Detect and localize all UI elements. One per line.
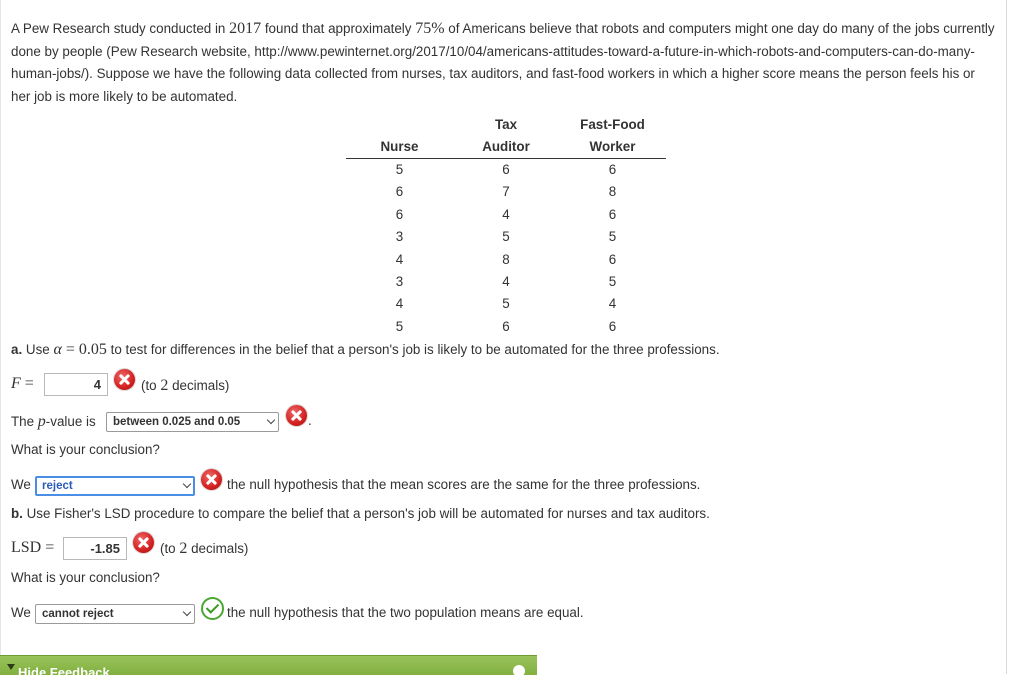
table-cell: 6 [502, 162, 510, 177]
pvalue-select[interactable] [106, 412, 279, 432]
part-a-question [11, 341, 720, 359]
intro-text-2: found that approximately [261, 21, 416, 36]
table-header-cell [346, 114, 453, 136]
check-circle-icon [201, 597, 224, 620]
part-a-text: to test for differences in the belief that a person's job is likely to be automated for the three professions. [106, 342, 720, 357]
table-header-cell: Worker [559, 136, 666, 159]
hint-text: decimals) [187, 541, 249, 556]
table-cell: 8 [608, 184, 617, 200]
equals-sign: = [41, 539, 55, 556]
f-statistic-input[interactable]: 4 [44, 373, 108, 396]
table-cell: 6 [395, 206, 404, 222]
table-header-cell: Nurse [346, 136, 453, 159]
table-row [346, 293, 666, 315]
hide-feedback-label: Hide Feedback [18, 665, 110, 680]
decision-selected-option: reject [42, 480, 73, 492]
table-row [346, 181, 666, 203]
table-header-row-bottom [346, 136, 666, 159]
table-cell: 5 [608, 274, 617, 290]
data-table [346, 114, 666, 338]
chevron-down-icon [183, 608, 191, 616]
we-label: We [11, 477, 31, 492]
hint-text: (to [141, 378, 161, 393]
decision-select-b[interactable] [35, 604, 195, 624]
table-header-row-top [346, 114, 666, 136]
check-circle-icon [513, 665, 525, 677]
intro-text-1: A Pew Research study conducted in [11, 21, 230, 36]
table-cell: 4 [502, 274, 510, 290]
table-row [346, 159, 666, 182]
intro-text-3: of Americans believe that robots and computers might one day do many of the jobs currently done by people (Pew Research website, http://www.pewinternet.org/2017/10/04/americans-attitudes-toward-a-future-in-which-robots-and-computers-can-do-many-human-jobs/). Suppose we have the following data collected from nurses, tax auditors, and fast-food workers in which a higher score means the person feels his or her job is more likely to be automated. [11, 21, 995, 104]
part-a-text: Use [22, 342, 54, 357]
intro-percent: 75% [415, 20, 445, 37]
table-header-cell: Fast-Food [580, 117, 645, 132]
decision-select-a[interactable] [35, 476, 195, 496]
table-cell: 4 [395, 251, 404, 267]
pvalue-text: -value is [45, 414, 96, 429]
f-hint [141, 377, 229, 395]
conclusion-question-a: What is your conclusion? [11, 442, 160, 457]
hint-number: 2 [179, 540, 188, 557]
x-circle-icon [201, 469, 222, 490]
period: . [308, 413, 312, 428]
table-cell: 3 [395, 274, 404, 290]
we-label: We [11, 605, 31, 620]
table-cell: 5 [502, 229, 510, 245]
x-circle-icon [286, 405, 307, 426]
hide-feedback-bar[interactable] [0, 655, 537, 680]
hint-text: decimals) [168, 378, 230, 393]
lsd-hint [160, 540, 248, 558]
table-cell: 4 [608, 296, 617, 312]
x-circle-icon [114, 369, 135, 390]
table-cell: 6 [395, 184, 404, 200]
table-cell: 5 [608, 229, 617, 245]
alpha-value: 0.05 [78, 341, 107, 358]
triangle-down-icon [7, 664, 15, 670]
table-cell: 5 [395, 318, 404, 334]
decision-text-a: the null hypothesis that the mean scores are the same for the three professions. [227, 477, 701, 492]
hint-text: (to [160, 541, 180, 556]
lsd-label [11, 539, 54, 557]
table-cell: 5 [502, 296, 510, 312]
hint-number: 2 [160, 377, 169, 394]
table-cell: 3 [395, 229, 404, 245]
conclusion-question-b: What is your conclusion? [11, 570, 160, 585]
part-b-label: b. [11, 506, 23, 521]
table-cell: 6 [608, 251, 617, 267]
equals-sign: = [61, 341, 79, 358]
part-b-text: Use Fisher's LSD procedure to compare the belief that a person's job will be automated for nurses and tax auditors. [22, 506, 710, 521]
chevron-down-icon [267, 416, 275, 424]
table-cell: 5 [395, 162, 404, 177]
part-a-label: a. [11, 342, 23, 357]
x-circle-icon [133, 532, 154, 553]
equals-sign: = [20, 375, 34, 392]
decision-text-b: the null hypothesis that the two population means are equal. [227, 605, 584, 620]
table-row [346, 204, 666, 226]
pvalue-label [11, 413, 96, 431]
table-cell: 6 [608, 318, 617, 334]
table-cell: 7 [502, 184, 510, 200]
table-cell: 6 [502, 318, 510, 334]
table-header-cell: Tax [494, 117, 518, 132]
f-label [11, 375, 34, 393]
pvalue-text: The [11, 414, 38, 429]
table-cell: 6 [608, 162, 617, 177]
table-row [346, 249, 666, 271]
lsd-symbol: LSD [11, 539, 42, 556]
table-row [346, 316, 666, 338]
table-cell: 4 [395, 296, 404, 312]
alpha-symbol: α [53, 341, 62, 358]
lsd-input[interactable]: -1.85 [63, 537, 127, 560]
table-cell: 8 [502, 251, 510, 267]
pvalue-selected-option: between 0.025 and 0.05 [113, 416, 241, 428]
table-row [346, 271, 666, 293]
f-symbol: F [11, 375, 21, 392]
decision-selected-option: cannot reject [42, 608, 114, 620]
table-cell: 6 [608, 206, 617, 222]
table-row [346, 226, 666, 248]
p-symbol: p [37, 413, 46, 430]
table-header-cell: Auditor [453, 136, 559, 159]
intro-year: 2017 [229, 20, 262, 37]
problem-intro [11, 18, 996, 108]
table-cell: 4 [502, 206, 510, 222]
chevron-down-icon [183, 480, 191, 488]
part-b-question [11, 506, 710, 521]
